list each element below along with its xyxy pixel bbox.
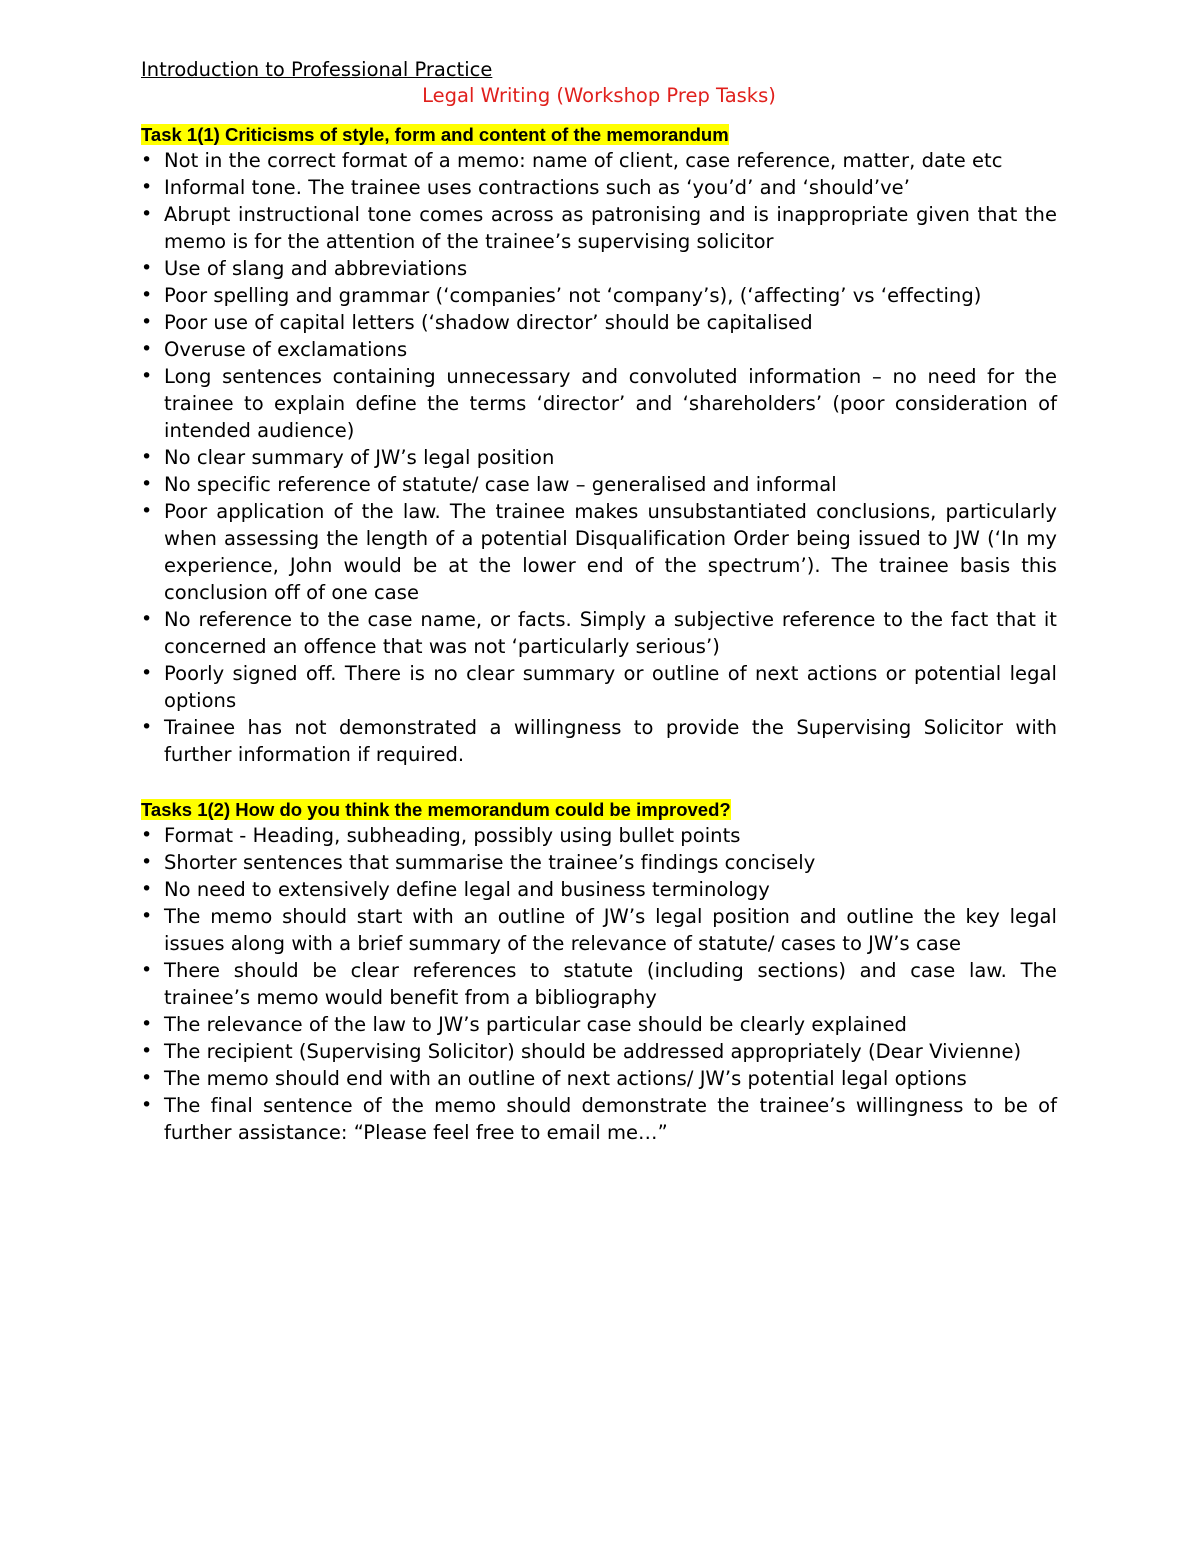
list-item: • No clear summary of JW’s legal position bbox=[141, 444, 1057, 471]
document-page bbox=[141, 57, 1057, 1146]
list-item: • Trainee has not demonstrated a willingness to provide the Supervising Solicitor with further information if required. bbox=[141, 714, 1057, 768]
list-item: • The memo should start with an outline of JW’s legal position and outline the key legal issues along with a brief summary of the relevance of statute/ cases to JW’s case bbox=[141, 903, 1057, 957]
list-item: • No specific reference of statute/ case law – generalised and informal bbox=[141, 471, 1057, 498]
list-item: • The recipient (Supervising Solicitor) should be addressed appropriately (Dear Vivienne) bbox=[141, 1038, 1057, 1065]
list-item: • The memo should end with an outline of next actions/ JW’s potential legal options bbox=[141, 1065, 1057, 1092]
list-item: • Poor use of capital letters (‘shadow director’ should be capitalised bbox=[141, 309, 1057, 336]
list-item: • Overuse of exclamations bbox=[141, 336, 1057, 363]
list-item: • No reference to the case name, or facts. Simply a subjective reference to the fact that it concerned an offence that was not ‘particularly serious’) bbox=[141, 606, 1057, 660]
list-item: • Abrupt instructional tone comes across as patronising and is inappropriate given that the memo is for the attention of the trainee’s supervising solicitor bbox=[141, 201, 1057, 255]
list-item: • There should be clear references to statute (including sections) and case law. The trainee’s memo would benefit from a bibliography bbox=[141, 957, 1057, 1011]
list-item: • Poor spelling and grammar (‘companies’ not ‘company’s), (‘affecting’ vs ‘effecting) bbox=[141, 282, 1057, 309]
list-item: • No need to extensively define legal and business terminology bbox=[141, 876, 1057, 903]
task-1-2-list bbox=[141, 822, 1057, 1146]
list-item: • Use of slang and abbreviations bbox=[141, 255, 1057, 282]
task-1-1-heading: Task 1(1) Criticisms of style, form and content of the memorandum bbox=[141, 124, 729, 145]
list-item: • Informal tone. The trainee uses contractions such as ‘you’d’ and ‘should’ve’ bbox=[141, 174, 1057, 201]
list-item: • Long sentences containing unnecessary and convoluted information – no need for the trainee to explain define the terms ‘director’ and ‘shareholders’ (poor consideration of intended audience) bbox=[141, 363, 1057, 444]
list-item: • Poorly signed off. There is no clear summary or outline of next actions or potential legal options bbox=[141, 660, 1057, 714]
list-item: • Poor application of the law. The trainee makes unsubstantiated conclusions, particularly when assessing the length of a potential Disqualification Order being issued to JW (‘In my experience, John would be at the lower end of the spectrum’). The trainee basis this conclusion off of one case bbox=[141, 498, 1057, 606]
list-item: • The final sentence of the memo should demonstrate the trainee’s willingness to be of further assistance: “Please feel free to email me…” bbox=[141, 1092, 1057, 1146]
document-title: Legal Writing (Workshop Prep Tasks) bbox=[422, 84, 776, 107]
task-1-1-list bbox=[141, 147, 1057, 768]
list-item: • Format - Heading, subheading, possibly using bullet points bbox=[141, 822, 1057, 849]
task-1-2-heading: Tasks 1(2) How do you think the memorandum could be improved? bbox=[141, 799, 731, 820]
list-item: • Shorter sentences that summarise the trainee’s findings concisely bbox=[141, 849, 1057, 876]
list-item: • The relevance of the law to JW’s particular case should be clearly explained bbox=[141, 1011, 1057, 1038]
course-title: Introduction to Professional Practice bbox=[141, 58, 493, 81]
list-item: • Not in the correct format of a memo: name of client, case reference, matter, date etc bbox=[141, 147, 1057, 174]
